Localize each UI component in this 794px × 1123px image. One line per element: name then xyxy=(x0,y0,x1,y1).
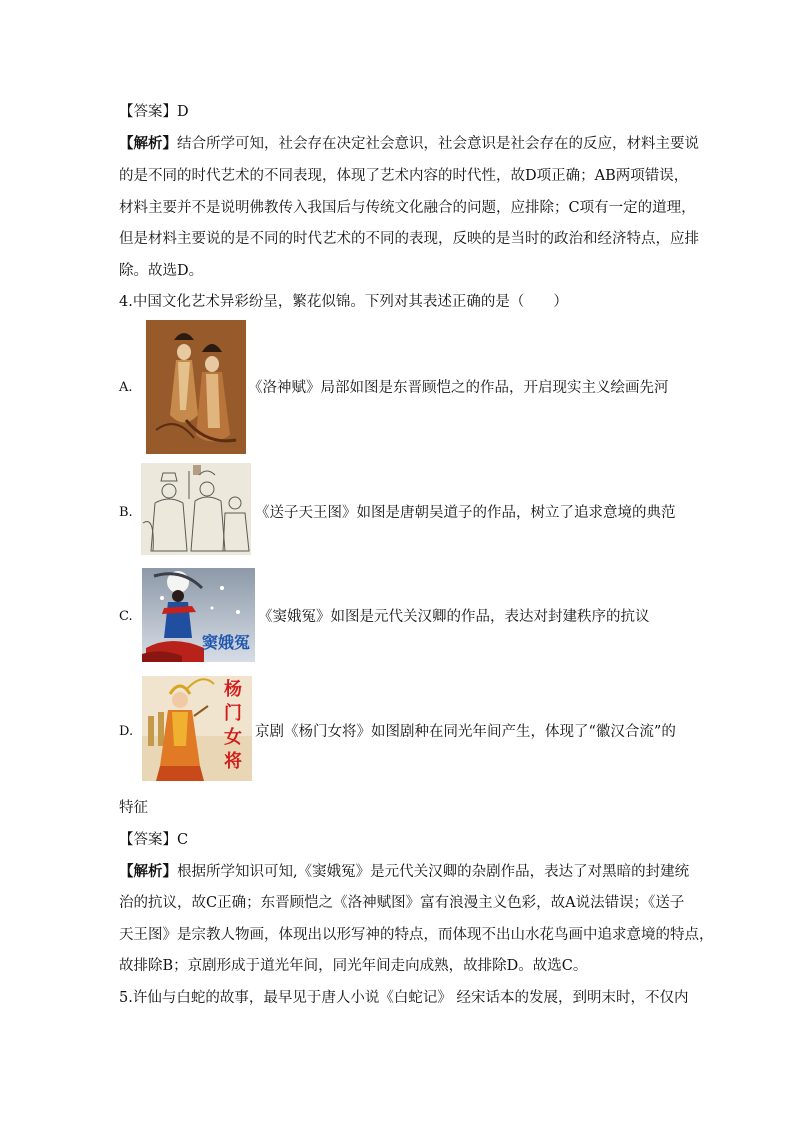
option-b-letter: B. xyxy=(119,505,133,520)
caption-char: 杨 xyxy=(224,679,242,700)
option-a-letter: A. xyxy=(119,380,133,395)
option-c-text: 《窦娥冤》如图是元代关汉卿的作品，表达对封建秩序的抗议 xyxy=(258,609,650,625)
caption-char: 将 xyxy=(224,751,242,772)
option-a-painting xyxy=(146,320,246,454)
option-d-text-continued: 特征 xyxy=(119,800,148,816)
caption-char: 女 xyxy=(224,727,242,748)
q3-analysis-line-1: 【解析】结合所学可知，社会存在决定社会意识，社会意识是社会存在的反应，材料主要说 xyxy=(119,135,699,152)
option-b-text: 《送子天王图》如图是唐朝吴道子的作品，树立了追求意境的典范 xyxy=(255,505,676,521)
answer-value: D xyxy=(177,104,189,120)
analysis-label: 【解析】 xyxy=(119,135,177,152)
q3-answer xyxy=(119,102,189,122)
option-a-text: 《洛神赋》局部如图是东晋顾恺之的作品，开启现实主义绘画先河 xyxy=(248,380,669,396)
answer-value: C xyxy=(177,832,189,848)
q4-analysis-line-2: 治的抗议，故C正确；东晋顾恺之《洛神赋图》富有浪漫主义色彩，故A说法错误；《送子 xyxy=(119,895,685,911)
option-c-caption: 窦娥冤 xyxy=(202,633,251,652)
option-c-letter: C. xyxy=(119,609,133,624)
caption-char: 门 xyxy=(224,703,242,724)
answer-label: 【答案】 xyxy=(119,104,177,120)
option-d-text: 京剧《杨门女将》如图剧种在同光年间产生，体现了“徽汉合流”的 xyxy=(255,724,676,740)
option-d-letter: D. xyxy=(119,724,134,739)
q4-analysis-line-4: 故排除B；京剧形成于道光年间，同光年间走向成熟，故排除D。故选C。 xyxy=(119,958,588,974)
option-b-painting xyxy=(141,463,251,555)
q4-analysis-line-3: 天王图》是宗教人物画，体现出以形写神的特点，而体现不出山水花鸟画中追求意境的特点， xyxy=(119,927,714,943)
answer-label: 【答案】 xyxy=(119,832,177,848)
q3-analysis-line-3: 材料主要并不是说明佛教传入我国后与传统文化融合的问题，应排除；C项有一定的道理， xyxy=(119,200,696,216)
q3-analysis-line-4: 但是材料主要说的是不同的时代艺术的不同的表现，反映的是当时的政治和经济特点，应排 xyxy=(119,231,699,247)
q3-analysis-line-2: 的是不同的时代艺术的不同表现，体现了艺术内容的时代性，故D项正确；AB两项错误， xyxy=(119,168,689,184)
q3-analysis-line-5: 除。故选D。 xyxy=(119,263,204,279)
q5-stem: 5.许仙与白蛇的故事，最早见于唐人小说《白蛇记》 经宋话本的发展，到明末时，不仅内 xyxy=(119,990,689,1006)
option-c-poster xyxy=(142,568,255,662)
analysis-label: 【解析】 xyxy=(119,863,177,880)
option-d-poster xyxy=(142,676,252,781)
option-d-caption xyxy=(218,678,248,774)
q4-analysis-line-1: 【解析】根据所学知识可知,《窦娥冤》是元代关汉卿的杂剧作品，表达了对黑暗的封建统 xyxy=(119,863,690,880)
q4-stem: 4.中国文化艺术异彩纷呈，繁花似锦。下列对其表述正确的是（ ） xyxy=(119,294,568,310)
q4-answer xyxy=(119,830,188,850)
